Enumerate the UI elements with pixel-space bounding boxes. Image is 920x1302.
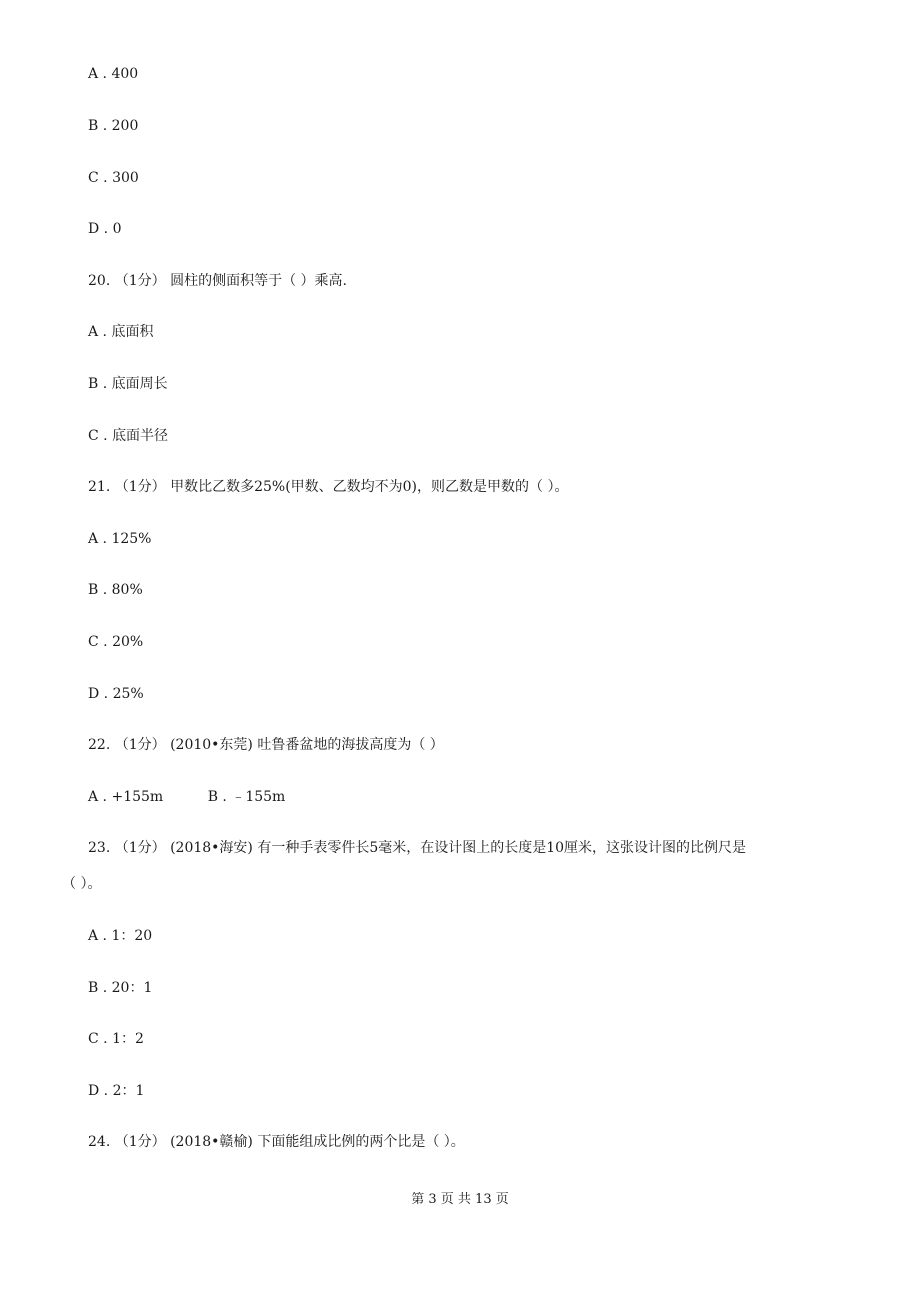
q21-option-b: B . 80% — [88, 582, 143, 598]
question-23-stem-continued: （ ）。 — [62, 876, 102, 892]
q21-option-d: D . 25% — [88, 686, 144, 702]
q21-option-c: C . 20% — [88, 634, 144, 650]
q22-options: A . +155m B . ﹣155m — [88, 789, 286, 805]
q23-option-a: A . 1：20 — [88, 928, 153, 944]
q19-option-d: D . 0 — [88, 221, 122, 237]
page-footer: 第 3 页 共 13 页 — [411, 1192, 509, 1207]
question-24-stem: 24. （1分） (2018•赣榆) 下面能组成比例的两个比是（ ）。 — [88, 1134, 465, 1150]
q21-option-a: A . 125% — [88, 531, 152, 547]
question-21-stem: 21. （1分） 甲数比乙数多25%(甲数、乙数均不为0)，则乙数是甲数的（ ）。 — [88, 479, 569, 495]
q23-option-b: B . 20：1 — [88, 980, 153, 996]
q19-option-b: B . 200 — [88, 118, 139, 134]
q19-option-a: A . 400 — [88, 66, 139, 82]
q20-option-b: B . 底面周长 — [88, 376, 168, 392]
q20-option-a: A . 底面积 — [88, 324, 154, 340]
q23-option-d: D . 2：1 — [88, 1083, 145, 1099]
q23-option-c: C . 1：2 — [88, 1031, 144, 1047]
q20-option-c: C . 底面半径 — [88, 428, 169, 444]
q19-option-c: C . 300 — [88, 170, 139, 186]
question-23-stem: 23. （1分） (2018•海安) 有一种手表零件长5毫米，在设计图上的长度是10厘米，这张设计图的比例尺是 — [88, 840, 747, 856]
question-22-stem: 22. （1分） (2010•东莞) 吐鲁番盆地的海拔高度为（ ） — [88, 737, 444, 753]
question-20-stem: 20. （1分） 圆柱的侧面积等于（ ）乘高. — [88, 273, 347, 289]
